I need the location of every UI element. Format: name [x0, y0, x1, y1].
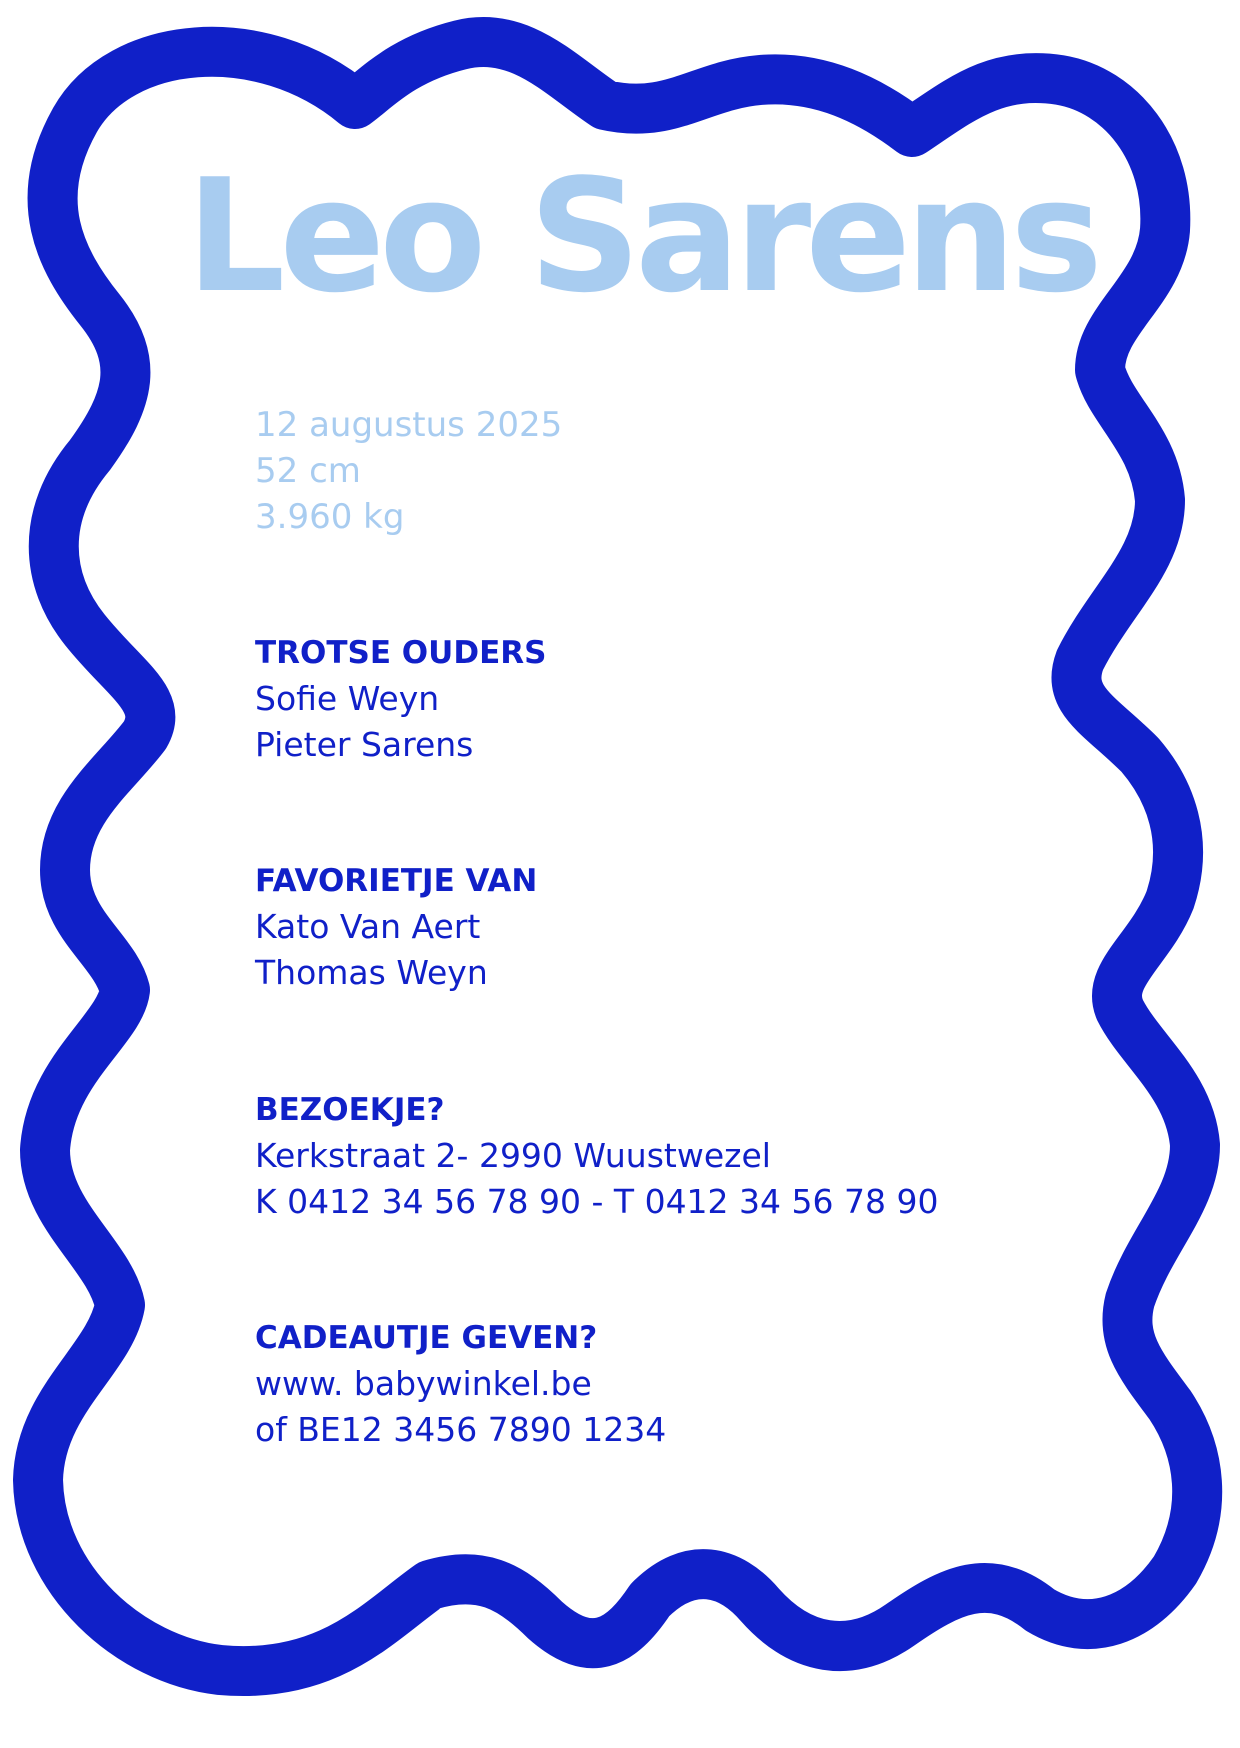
- favorite-name: Kato Van Aert: [255, 907, 481, 946]
- favorite-heading: FAVORIETJE VAN: [255, 863, 538, 899]
- gift-website: www. babywinkel.be: [255, 1364, 592, 1403]
- visit-address: Kerkstraat 2- 2990 Wuustwezel: [255, 1136, 771, 1175]
- parents-section: [255, 630, 546, 768]
- birth-date: 12 augustus 2025: [255, 405, 563, 445]
- gift-account: of BE12 3456 7890 1234: [255, 1410, 667, 1449]
- birth-length: 52 cm: [255, 451, 361, 491]
- favorite-section: [255, 858, 537, 996]
- gift-section: [255, 1315, 666, 1453]
- parent-name: Sofie Weyn: [255, 679, 440, 718]
- parent-name: Pieter Sarens: [255, 725, 474, 764]
- visit-phones: K 0412 34 56 78 90 - T 0412 34 56 78 90: [255, 1182, 939, 1221]
- birth-weight: 3.960 kg: [255, 497, 405, 537]
- visit-section: [255, 1087, 938, 1225]
- parents-heading: TROTSE OUDERS: [255, 635, 547, 671]
- birth-details: [255, 402, 562, 540]
- favorite-name: Thomas Weyn: [255, 953, 488, 992]
- gift-heading: CADEAUTJE GEVEN?: [255, 1320, 598, 1356]
- baby-name-title: Leo Sarens: [186, 145, 1097, 327]
- visit-heading: BEZOEKJE?: [255, 1092, 445, 1128]
